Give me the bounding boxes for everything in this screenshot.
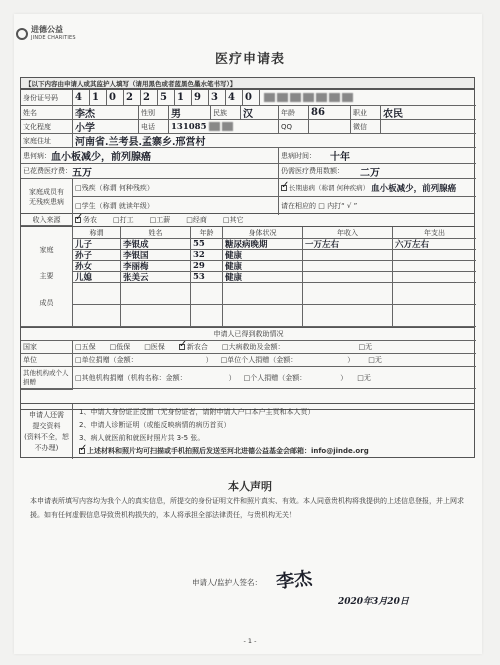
family-row-income bbox=[303, 261, 393, 272]
country-options bbox=[73, 341, 476, 354]
family-row-name: 李银成 bbox=[121, 239, 191, 250]
unit-label: 单位 bbox=[21, 354, 73, 367]
checked-box-icon bbox=[79, 448, 85, 454]
family-row-name: 李丽梅 bbox=[121, 261, 191, 272]
occupation-value: 农民 bbox=[381, 106, 476, 120]
family-row-expense bbox=[393, 250, 476, 261]
family-header-expense: 年支出 bbox=[393, 227, 476, 239]
disabled-option: □残疾（称谓 何种残疾） bbox=[73, 179, 279, 197]
materials-item-4: ✓上述材料和照片均可扫描或手机拍照后发送至河北进德公益基金会邮箱：info@jinde.org bbox=[79, 446, 369, 456]
family-row-empty bbox=[393, 305, 476, 327]
declaration-text: 本申请表所填写内容均为我个人的真实信息，所提交的身份证明文件和照片真实、有效。本人同意贵机构将我提供的上述信息登报，并上网求援。如有任何虚假信息导致贵机构损失的，本人将承担全部法律责任，与贵机构无关！ bbox=[30, 497, 464, 519]
wechat-label: 微信 bbox=[351, 120, 381, 134]
id-digit: 4 bbox=[226, 90, 243, 106]
materials-item-1: 1、申请人身份证正反面（无身份证者，请附申请人户口本户主页和本人页） bbox=[79, 408, 315, 416]
country-option-none: □无 bbox=[358, 343, 373, 351]
name-label: 姓名 bbox=[21, 106, 73, 120]
family-header-rel: 称谓 bbox=[73, 227, 121, 239]
family-patient-label: 家庭成员有 无残疾患病 bbox=[21, 179, 73, 215]
income-option-work: □打工 bbox=[113, 216, 134, 224]
phone-value: 131085 bbox=[169, 120, 279, 134]
student-option: □学生（称谓 就读年级） bbox=[73, 197, 279, 215]
family-row-empty bbox=[121, 305, 191, 327]
edu-label: 文化程度 bbox=[21, 120, 73, 134]
family-row-empty bbox=[121, 283, 191, 305]
redaction-mask bbox=[264, 93, 275, 102]
redaction-mask bbox=[209, 122, 220, 131]
checked-box-icon bbox=[281, 185, 287, 191]
family-row-age: 32 bbox=[191, 250, 223, 261]
declaration-title: 本人声明 bbox=[228, 480, 272, 493]
form-title: 医疗申请表 bbox=[214, 52, 285, 67]
family-row-health: 健康 bbox=[223, 272, 303, 283]
country-option-dabing: □大病救助及金额： bbox=[221, 343, 285, 351]
redaction-mask bbox=[342, 93, 353, 102]
applicant-grid bbox=[20, 89, 475, 214]
id-digit: 3 bbox=[209, 90, 226, 106]
section-note: 【以下内容由申请人或其监护人填写（请用黑色或者蓝黑色墨水笔书写）】 bbox=[20, 77, 475, 89]
wechat-value bbox=[381, 120, 476, 134]
family-row-empty bbox=[73, 305, 121, 327]
age-label: 年龄 bbox=[279, 106, 309, 120]
qq-label: QQ bbox=[279, 120, 309, 134]
materials-item-2: 2、申请人诊断证明（或能反映病情的病历首页） bbox=[79, 421, 231, 429]
org-label: 其他机构或个人捐赠 bbox=[21, 367, 73, 389]
family-row-age: 55 bbox=[191, 239, 223, 250]
family-row-expense bbox=[393, 272, 476, 283]
family-header-health: 身体状况 bbox=[223, 227, 303, 239]
id-digit: 2 bbox=[141, 90, 158, 106]
income-option-farm: ✓ 务农 bbox=[75, 215, 97, 225]
logo-en-text: JINDE CHARITIES bbox=[31, 35, 76, 41]
family-row-empty bbox=[223, 305, 303, 327]
family-row-rel: 儿媳 bbox=[73, 272, 121, 283]
family-header-age: 年龄 bbox=[191, 227, 223, 239]
page-number: - 1 - bbox=[243, 637, 257, 645]
materials-grid bbox=[20, 403, 475, 458]
income-option-salary: □工薪 bbox=[149, 216, 171, 224]
redaction-mask bbox=[277, 93, 288, 102]
redaction-mask bbox=[303, 93, 314, 102]
family-row-rel: 孙女 bbox=[73, 261, 121, 272]
country-option-wubao: □五保 bbox=[75, 343, 96, 351]
redaction-mask bbox=[222, 122, 233, 131]
family-row-empty bbox=[191, 305, 223, 327]
family-grid bbox=[20, 227, 475, 328]
aid-grid bbox=[20, 328, 475, 410]
id-digit: 9 bbox=[192, 90, 209, 106]
logo-cn-text: 进德公益 bbox=[31, 25, 63, 34]
phone-label: 电话 bbox=[139, 120, 169, 134]
sign-label: 申请人/监护人签名： bbox=[192, 578, 263, 587]
family-row-empty bbox=[223, 283, 303, 305]
family-row-income bbox=[303, 272, 393, 283]
country-option-dibao: □低保 bbox=[109, 343, 131, 351]
id-redacted bbox=[260, 90, 476, 106]
id-label: 身份证号码 bbox=[21, 90, 73, 106]
id-digit: 5 bbox=[158, 90, 175, 106]
id-digit: 4 bbox=[73, 90, 90, 106]
signature: 李杰 bbox=[275, 568, 314, 593]
id-digit: 2 bbox=[124, 90, 141, 106]
edu-value: 小学 bbox=[73, 120, 139, 134]
family-row-income bbox=[303, 250, 393, 261]
id-digit: 1 bbox=[175, 90, 192, 106]
family-header-name: 姓名 bbox=[121, 227, 191, 239]
gender-value: 男 bbox=[169, 106, 211, 120]
family-row-name: 张美云 bbox=[121, 272, 191, 283]
age-value: 86 bbox=[309, 106, 351, 120]
family-row-income: 一万左右 bbox=[303, 239, 393, 250]
aid-title: 申请人已得到救助情况 bbox=[21, 328, 476, 341]
id-digit: 1 bbox=[90, 90, 107, 106]
family-row-age: 29 bbox=[191, 261, 223, 272]
checked-box-icon bbox=[179, 344, 185, 350]
duration-cell: 患病时间： 十年 bbox=[279, 148, 476, 164]
income-option-business: □经商 bbox=[186, 216, 207, 224]
family-row-empty bbox=[303, 305, 393, 327]
chronic-option: ✓ 长期患病（称谓 何种疾病） 血小板减少，前列腺癌 bbox=[279, 179, 476, 197]
spent-cell: 已花费医疗费： 五万 bbox=[21, 164, 279, 179]
family-row-age: 53 bbox=[191, 272, 223, 283]
address-value: 河南省.兰考县.孟寨乡.邢営村 bbox=[73, 134, 476, 148]
redaction-mask bbox=[290, 93, 301, 102]
family-row-health: 糖尿病晚期 bbox=[223, 239, 303, 250]
family-section-label: 家庭 主要 成员 bbox=[21, 227, 73, 327]
qq-value bbox=[309, 120, 351, 134]
family-header-income: 年收入 bbox=[303, 227, 393, 239]
redaction-mask bbox=[316, 93, 327, 102]
materials-item-3: 3、病人就医前和就医时照片共 3-5 张。 bbox=[79, 434, 205, 442]
materials-label: 申请人还需 提交资料 (资料不全，恕 不办理) bbox=[21, 404, 73, 459]
income-option-other: □其它 bbox=[222, 216, 244, 224]
disease-cell: 患何病： 血小板减少，前列腺癌 bbox=[21, 148, 279, 164]
org-options: □其他机构捐赠（机构名称：金额： ） □个人捐赠（金额： ） □无 bbox=[73, 367, 476, 389]
checked-box-icon bbox=[75, 217, 81, 223]
family-row-empty bbox=[191, 283, 223, 305]
country-option-xinnonghe: ✓ 新农合 bbox=[179, 342, 208, 352]
redaction-mask bbox=[329, 93, 340, 102]
needed-cell: 仍需医疗费用数额： 二万 bbox=[279, 164, 476, 179]
address-label: 家庭住址 bbox=[21, 134, 73, 148]
logo-mark-icon bbox=[16, 28, 28, 40]
family-row-health: 健康 bbox=[223, 250, 303, 261]
country-option-yibao: □医保 bbox=[144, 343, 165, 351]
income-options bbox=[73, 214, 476, 226]
family-row-expense bbox=[393, 261, 476, 272]
family-row-health: 健康 bbox=[223, 261, 303, 272]
income-grid bbox=[20, 214, 475, 227]
family-row-empty bbox=[73, 283, 121, 305]
family-row-rel: 儿子 bbox=[73, 239, 121, 250]
ethnic-label: 民族 bbox=[211, 106, 241, 120]
unit-options: □单位捐赠（金额： ） □单位个人捐赠（金额： ） □无 bbox=[73, 354, 476, 367]
ethnic-value: 汉 bbox=[241, 106, 279, 120]
family-row-expense: 六万左右 bbox=[393, 239, 476, 250]
id-digit: 0 bbox=[107, 90, 124, 106]
family-row-empty bbox=[393, 283, 476, 305]
gender-label: 性别 bbox=[139, 106, 169, 120]
occupation-label: 职业 bbox=[351, 106, 381, 120]
family-row-name: 李银国 bbox=[121, 250, 191, 261]
country-label: 国家 bbox=[21, 341, 73, 354]
other-option: 请在相应的 □ 内打“ √ ” bbox=[281, 202, 358, 210]
sign-date: 2020年3月20日 bbox=[338, 597, 409, 607]
jinde-logo bbox=[16, 25, 76, 43]
family-row-empty bbox=[303, 283, 393, 305]
id-digit: 0 bbox=[243, 90, 260, 106]
income-label: 收入来源 bbox=[21, 214, 73, 226]
family-row-rel: 孙子 bbox=[73, 250, 121, 261]
name-value: 李杰 bbox=[73, 106, 139, 120]
